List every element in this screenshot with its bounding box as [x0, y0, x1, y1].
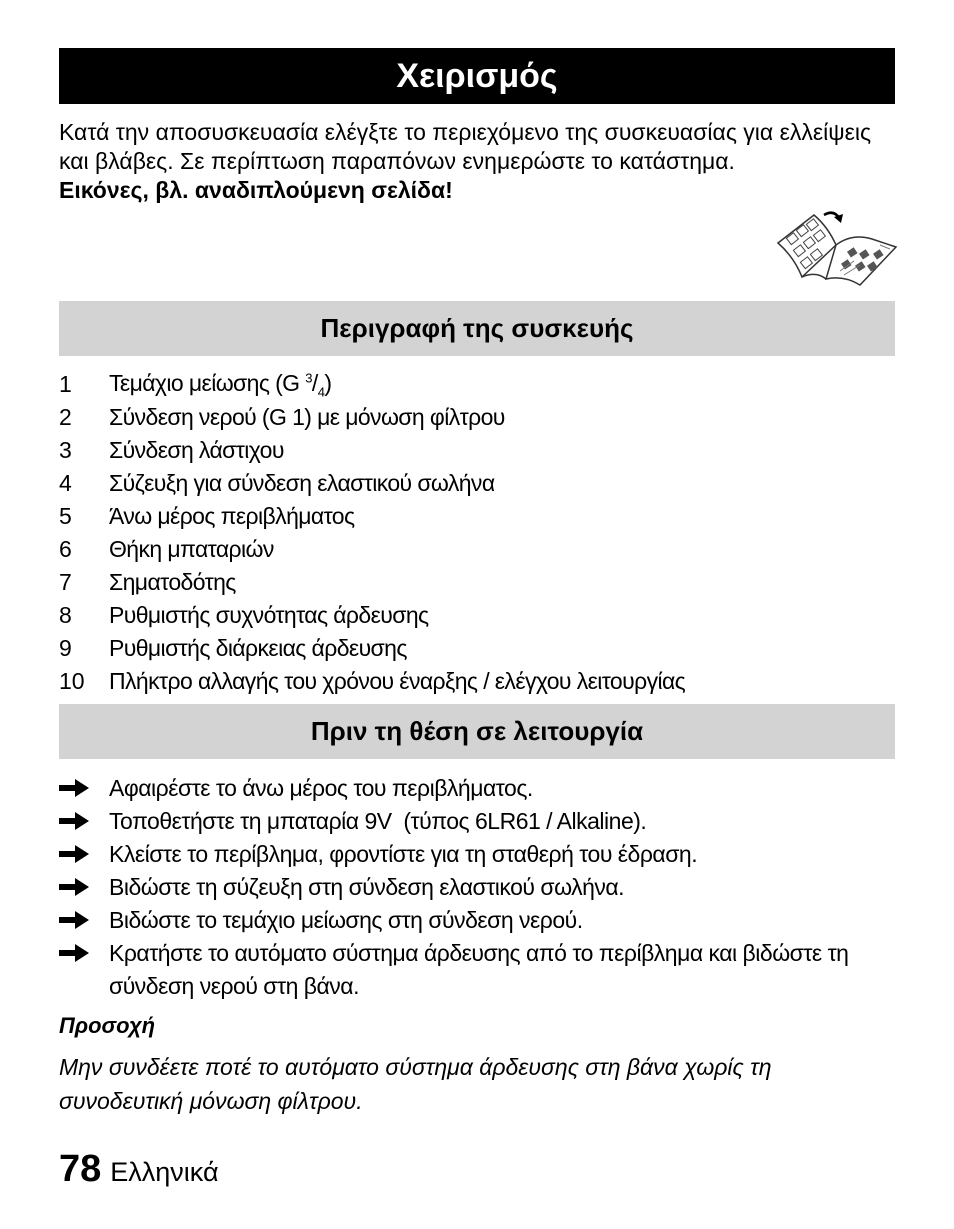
list-item-number: 7 — [59, 569, 72, 595]
list-item — [59, 599, 899, 632]
section-heading-startup-text: Πριν τη θέση σε λειτουργία — [310, 716, 644, 746]
step-text: Βιδώστε το τεμάχιο μείωσης στη σύνδεση νερού. — [109, 907, 583, 933]
section-heading-description-text: Περιγραφή της συσκευής — [320, 313, 634, 343]
step-item — [59, 937, 899, 1003]
section-heading-startup — [59, 704, 895, 759]
step-item — [59, 904, 899, 937]
list-item-number: 9 — [59, 635, 72, 661]
arrow-right-icon — [59, 772, 109, 805]
list-item-label: Θήκη μπαταριών — [109, 536, 274, 562]
list-item — [59, 632, 899, 665]
intro-text: Κατά την αποσυσκευασία ελέγξτε το περιεχόμενο της συσκευασίας για ελλείψεις και βλάβες. Σε περίπτωση παραπόνων ενημερώστε το κατάστημα. — [59, 119, 872, 174]
page-number: 78 — [59, 1148, 102, 1190]
step-text: Κλείστε το περίβλημα, φροντίστε για τη σταθερή του έδραση. — [109, 841, 698, 867]
list-item-label-end: ) — [324, 369, 332, 396]
list-item — [59, 434, 899, 467]
arrow-right-icon — [59, 871, 109, 904]
fraction-numerator: 3 — [305, 370, 312, 386]
list-item-label: Σύνδεση νερού (G 1) με μόνωση φίλτρου — [109, 404, 505, 430]
list-item — [59, 533, 899, 566]
list-item — [59, 467, 899, 500]
list-item-number: 10 — [59, 668, 85, 694]
page-footer — [59, 1148, 219, 1191]
intro-fold-out-note: Εικόνες, βλ. αναδιπλούμενη σελίδα! — [59, 177, 453, 203]
arrow-right-icon — [59, 838, 109, 871]
arrow-right-icon — [59, 937, 109, 1003]
list-item-label: Σηματοδότης — [109, 569, 236, 595]
list-item-number: 8 — [59, 602, 72, 628]
footer-language: Ελληνικά — [110, 1157, 219, 1187]
fraction-denominator: 4 — [317, 384, 325, 400]
list-item-number: 4 — [59, 470, 72, 496]
list-item-number: 6 — [59, 536, 72, 562]
list-item — [59, 665, 899, 698]
step-text: Τοποθετήστε τη μπαταρία 9V (τύπος 6LR61 / Alkaline). — [109, 808, 647, 834]
list-item — [59, 368, 899, 401]
step-item — [59, 772, 899, 805]
caution-title: Προσοχή — [59, 1013, 156, 1038]
arrow-right-icon — [59, 805, 109, 838]
step-item — [59, 838, 899, 871]
list-item-label — [109, 370, 331, 400]
list-item — [59, 401, 899, 434]
parts-list — [59, 368, 899, 698]
list-item-label: Ρυθμιστής συχνότητας άρδευσης — [109, 602, 429, 628]
step-text: Αφαιρέστε το άνω μέρος του περιβλήματος. — [109, 775, 533, 801]
step-item — [59, 871, 899, 904]
list-item-number: 2 — [59, 404, 72, 430]
list-item-label-text: Τεμάχιο μείωσης (G — [109, 369, 306, 396]
fraction-slash: / — [311, 369, 318, 396]
list-item-number: 1 — [59, 371, 72, 397]
page-title — [59, 48, 895, 104]
list-item-number: 5 — [59, 503, 72, 529]
caution-text: Μην συνδέετε ποτέ το αυτόματο σύστημα άρδευσης στη βάνα χωρίς τη συνοδευτική μόνωση φίλτρου. — [59, 1054, 772, 1114]
list-item — [59, 500, 899, 533]
page-title-text: Χειρισμός — [396, 56, 558, 95]
list-item-number: 3 — [59, 437, 72, 463]
step-item — [59, 805, 899, 838]
list-item-label: Άνω μέρος περιβλήματος — [109, 503, 355, 529]
list-item-label: Σύνδεση λάστιχου — [109, 437, 284, 463]
list-item — [59, 566, 899, 599]
section-heading-description — [59, 301, 895, 356]
list-item-label: Πλήκτρο αλλαγής του χρόνου έναρξης / ελέγχου λειτουργίας — [109, 668, 686, 694]
arrow-right-icon — [59, 904, 109, 937]
list-item-label: Σύζευξη για σύνδεση ελαστικού σωλήνα — [109, 470, 495, 496]
intro-section — [59, 118, 899, 205]
open-book-icon — [770, 205, 898, 289]
startup-steps — [59, 772, 899, 1003]
step-text: Βιδώστε τη σύζευξη στη σύνδεση ελαστικού σωλήνα. — [109, 874, 625, 900]
step-text: Κρατήστε το αυτόματο σύστημα άρδευσης από το περίβλημα και βιδώστε τη σύνδεση νερού στη βάνα. — [109, 940, 849, 999]
list-item-label: Ρυθμιστής διάρκειας άρδευσης — [109, 635, 407, 661]
